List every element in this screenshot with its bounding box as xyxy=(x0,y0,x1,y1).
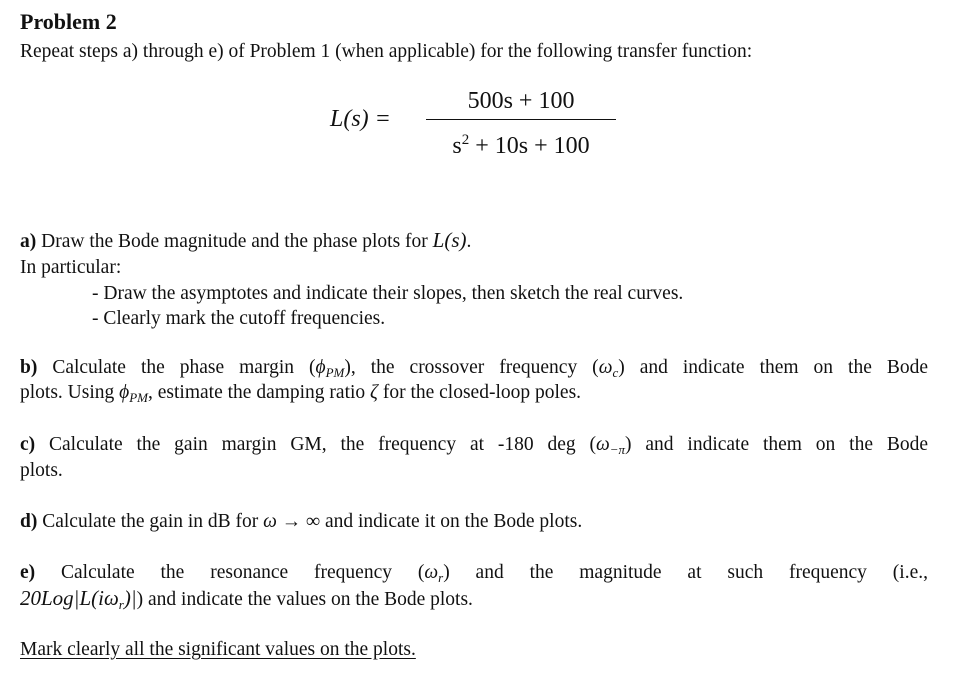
r-subscript-2: r xyxy=(118,597,124,612)
denominator-rest: + 10s + 100 xyxy=(469,133,590,159)
part-a-math: L(s) xyxy=(432,228,467,252)
part-e-t2: ) and the magnitude at such frequency (i.e., xyxy=(443,562,928,583)
part-b-t1: Calculate the phase margin ( xyxy=(37,357,316,378)
part-a-bullet2: - Clearly mark the cutoff frequencies. xyxy=(92,308,386,329)
equation-lhs: L(s) = xyxy=(330,106,391,132)
equation-fraction xyxy=(426,84,616,157)
pm-subscript-2: PM xyxy=(129,390,149,405)
minus-pi-subscript: −π xyxy=(609,442,626,457)
denominator-base: s xyxy=(452,133,462,159)
part-e-t1: Calculate the resonance frequency ( xyxy=(35,562,425,583)
part-a-text: Draw the Bode magnitude and the phase plots for xyxy=(36,231,433,252)
part-e-line2 xyxy=(20,586,473,617)
part-d-line xyxy=(20,510,582,534)
part-d-label: d) xyxy=(20,511,38,532)
part-d-t1: Calculate the gain in dB for xyxy=(37,511,264,532)
part-b-t6: for the closed-loop poles. xyxy=(377,382,582,403)
problem-title: Problem 2 xyxy=(20,9,117,34)
part-c-line2: plots. xyxy=(20,460,63,481)
denominator-exponent: 2 xyxy=(461,132,470,148)
pm-subscript: PM xyxy=(325,365,345,380)
part-a-label: a) xyxy=(20,231,37,252)
part-c-t2: ) and indicate them on the Bode xyxy=(625,434,928,455)
magnitude-expression-end: )| xyxy=(123,586,137,610)
phi-symbol-2: ϕ xyxy=(119,382,130,403)
part-e-t3: ) and indicate the values on the Bode plots. xyxy=(136,589,473,610)
part-b-t3: ) and indicate them on the Bode xyxy=(618,357,928,378)
omega-symbol-e: ω xyxy=(424,562,439,583)
omega-symbol-c: ω xyxy=(595,434,610,455)
equation-denominator xyxy=(426,123,616,157)
part-c-t1: Calculate the gain margin GM, the frequency at -180 deg ( xyxy=(35,434,596,455)
part-e-label: e) xyxy=(20,562,36,583)
part-b-line2 xyxy=(20,381,581,410)
part-a-end: . xyxy=(466,231,472,252)
part-b-t2: ), the crossover frequency ( xyxy=(344,357,599,378)
omega-symbol: ω xyxy=(598,357,613,378)
part-a-line2: In particular: xyxy=(20,257,122,278)
fraction-bar xyxy=(426,119,616,120)
part-a-line1 xyxy=(20,228,471,254)
part-c-line1 xyxy=(20,433,928,462)
phi-symbol: ϕ xyxy=(315,357,326,378)
r-subscript: r xyxy=(438,570,444,585)
equation-numerator: 500s + 100 xyxy=(467,88,575,114)
magnitude-expression: 20Log|L(iω xyxy=(20,586,119,610)
part-b-label: b) xyxy=(20,357,38,378)
omega-infinity: ω → ∞ xyxy=(263,511,321,532)
c-subscript: c xyxy=(612,365,619,380)
part-c-label: c) xyxy=(20,434,36,455)
part-a-bullet1: - Draw the asymptotes and indicate their slopes, then sketch the real curves. xyxy=(92,283,684,304)
part-d-t2: and indicate it on the Bode plots. xyxy=(320,511,583,532)
part-b-t4: plots. Using xyxy=(20,382,120,403)
problem-intro: Repeat steps a) through e) of Problem 1 (when applicable) for the following transfer function: xyxy=(20,41,753,62)
zeta-symbol: ζ xyxy=(370,382,378,403)
part-b-t5: , estimate the damping ratio xyxy=(148,382,371,403)
footer-note: Mark clearly all the significant values on the plots. xyxy=(20,639,416,660)
